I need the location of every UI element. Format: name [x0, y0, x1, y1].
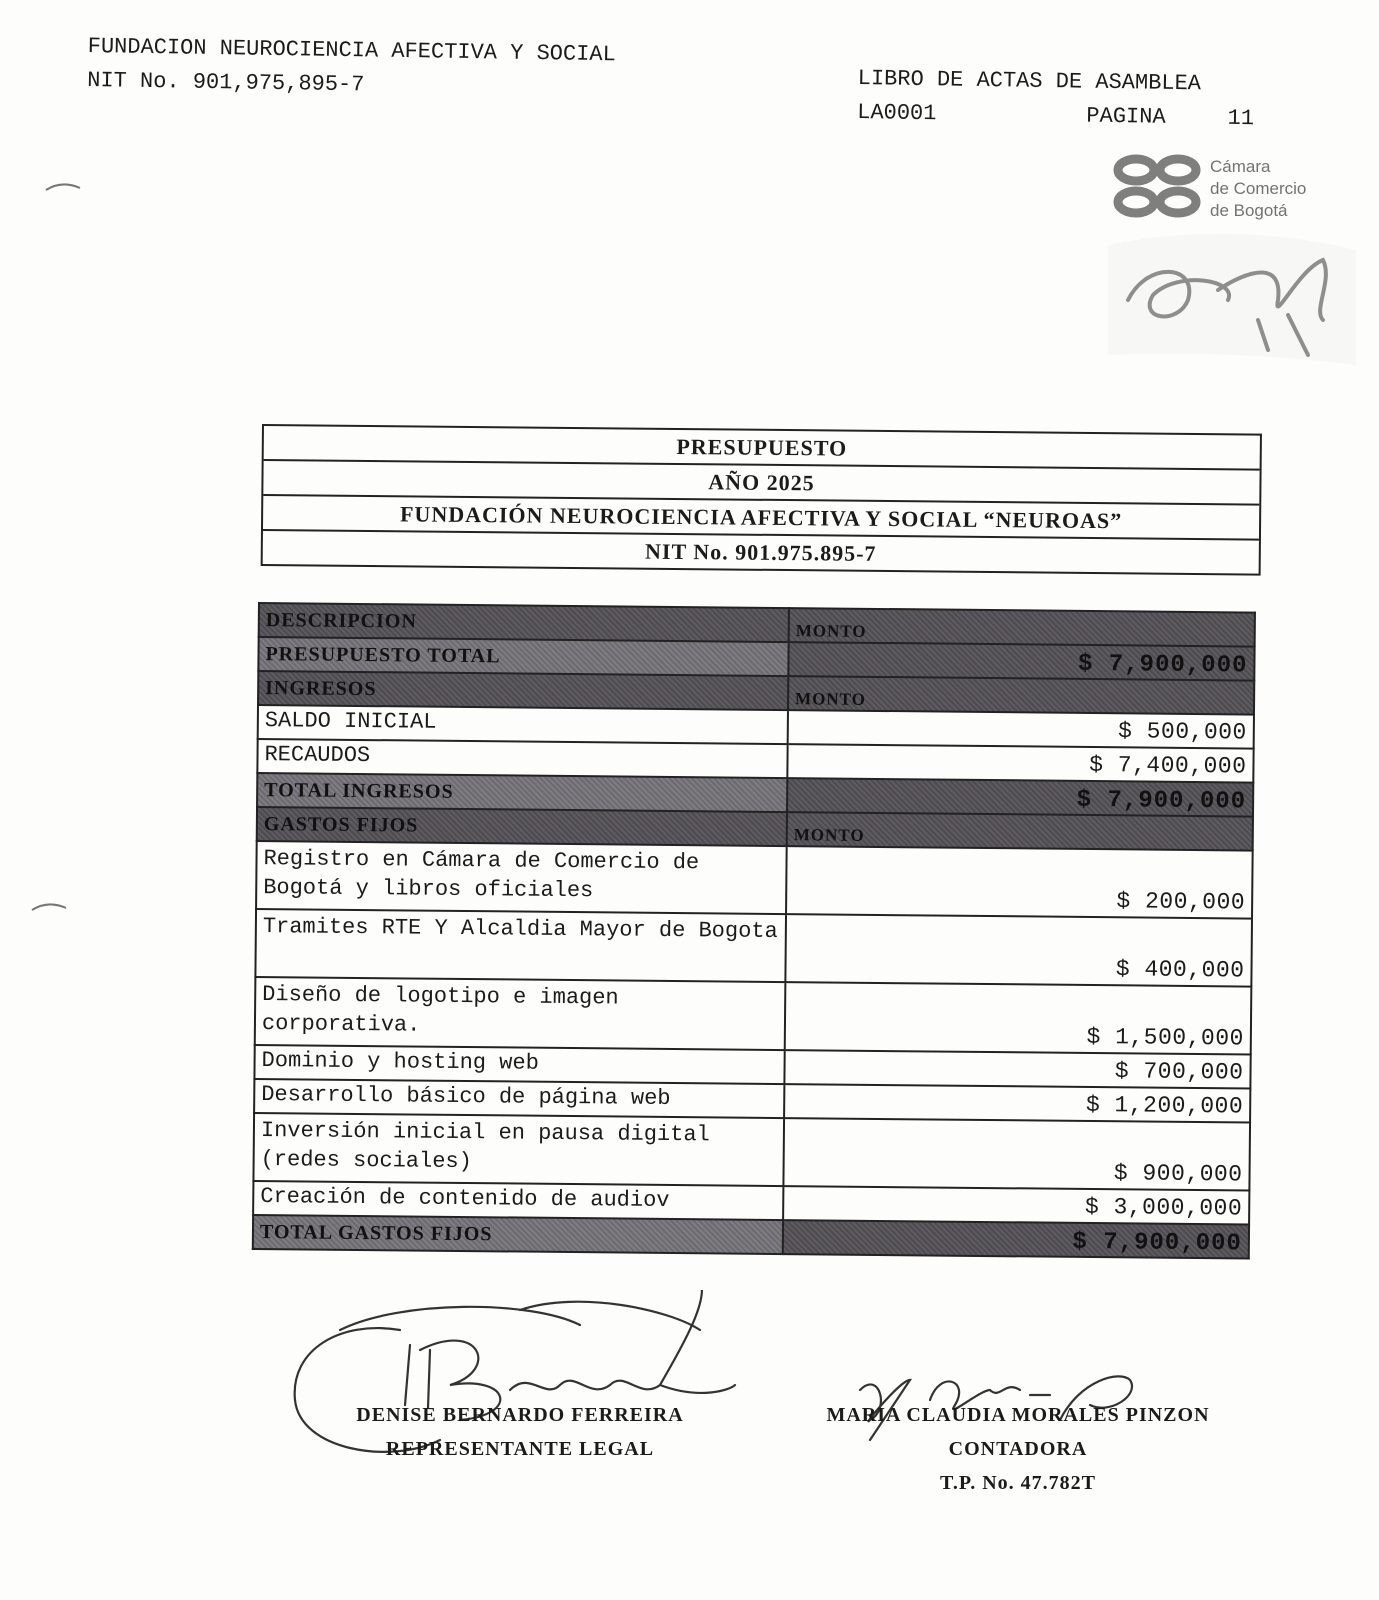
row-amount: $ 500,000	[788, 710, 1254, 748]
expenses-amount-header: MONTO	[787, 812, 1253, 850]
row-description: Tramites RTE Y Alcaldia Mayor de Bogota	[255, 909, 786, 982]
row-description: Creación de contenido de audiov	[253, 1181, 783, 1220]
total-expenses-value: $ 7,900,000	[783, 1220, 1249, 1258]
chamber-of-commerce-stamp	[1108, 150, 1358, 365]
org-nit: NIT No. 901,975,895-7	[87, 67, 365, 98]
expenses-header: GASTOS FIJOS	[257, 807, 787, 846]
table-row	[253, 1113, 1250, 1191]
org-name: FUNDACION NEUROCIENCIA AFECTIVA Y SOCIAL	[87, 33, 616, 68]
budget-organization: FUNDACIÓN NEUROCIENCIA AFECTIVA Y SOCIAL “NEUROAS”	[263, 496, 1259, 541]
row-description: RECAUDOS	[257, 739, 787, 778]
legal-representative-signature-block	[330, 1398, 710, 1466]
stamp-text-1: Cámara	[1210, 157, 1271, 176]
accountant-role: CONTADORA	[948, 1438, 1088, 1460]
accountant-name: MARIA CLAUDIA MORALES PINZON	[826, 1404, 1210, 1426]
margin-mark-icon	[44, 178, 84, 194]
accountant-signature-block	[808, 1398, 1228, 1500]
row-amount: $ 1,200,000	[784, 1084, 1250, 1122]
accountant-license: T.P. No. 47.782T	[939, 1472, 1097, 1494]
amount-header: MONTO	[789, 608, 1255, 646]
budget-title: PRESUPUESTO	[264, 426, 1260, 471]
total-budget-label: PRESUPUESTO TOTAL	[258, 637, 788, 676]
document-header-right	[857, 62, 1255, 136]
row-amount: $ 700,000	[784, 1050, 1250, 1088]
budget-title-box	[261, 424, 1262, 576]
table-row	[256, 841, 1253, 919]
table-row	[255, 977, 1252, 1055]
page-label: PAGINA	[1086, 103, 1166, 130]
row-amount: $ 3,000,000	[783, 1186, 1249, 1224]
budget-nit: NIT No. 901.975.895-7	[644, 538, 877, 566]
row-description: Diseño de logotipo e imagen corporativa.	[255, 977, 786, 1050]
total-budget-value: $ 7,900,000	[788, 642, 1254, 680]
table-row	[255, 909, 1252, 987]
row-amount: $ 400,000	[785, 914, 1252, 986]
total-income-value: $ 7,900,000	[787, 778, 1253, 816]
page-number: 11	[1227, 105, 1255, 132]
book-title: LIBRO DE ACTAS DE ASAMBLEA	[857, 65, 1202, 97]
budget-year: AÑO 2025	[263, 461, 1259, 506]
legal-representative-name: DENISE BERNARDO FERREIRA	[356, 1404, 684, 1426]
document-header-left	[87, 30, 616, 106]
row-amount: $ 7,400,000	[787, 744, 1253, 782]
stamp-text-2: de Comercio	[1210, 179, 1307, 198]
row-description: Registro en Cámara de Comercio de Bogotá y libros oficiales	[256, 841, 787, 914]
row-amount: $ 1,500,000	[785, 982, 1252, 1054]
row-description: Dominio y hosting web	[254, 1045, 784, 1084]
description-header: DESCRIPCION	[259, 603, 789, 642]
total-income-label: TOTAL INGRESOS	[257, 773, 787, 812]
row-description: Desarrollo básico de página web	[254, 1079, 784, 1118]
stamp-text-3: de Bogotá	[1210, 201, 1288, 220]
margin-mark-icon	[30, 898, 70, 914]
total-expenses-label: TOTAL GASTOS FIJOS	[253, 1215, 783, 1254]
book-code: LA0001	[857, 99, 937, 127]
row-description: SALDO INICIAL	[258, 705, 788, 744]
income-header: INGRESOS	[258, 671, 788, 710]
book-code-row	[857, 96, 1254, 136]
row-amount: $ 900,000	[783, 1118, 1250, 1190]
row-description: Inversión inicial en pausa digital (redes sociales)	[253, 1113, 784, 1186]
budget-table	[252, 602, 1254, 1260]
row-amount: $ 200,000	[786, 846, 1253, 918]
income-amount-header: MONTO	[788, 676, 1254, 714]
legal-representative-role: REPRESENTANTE LEGAL	[385, 1438, 655, 1460]
